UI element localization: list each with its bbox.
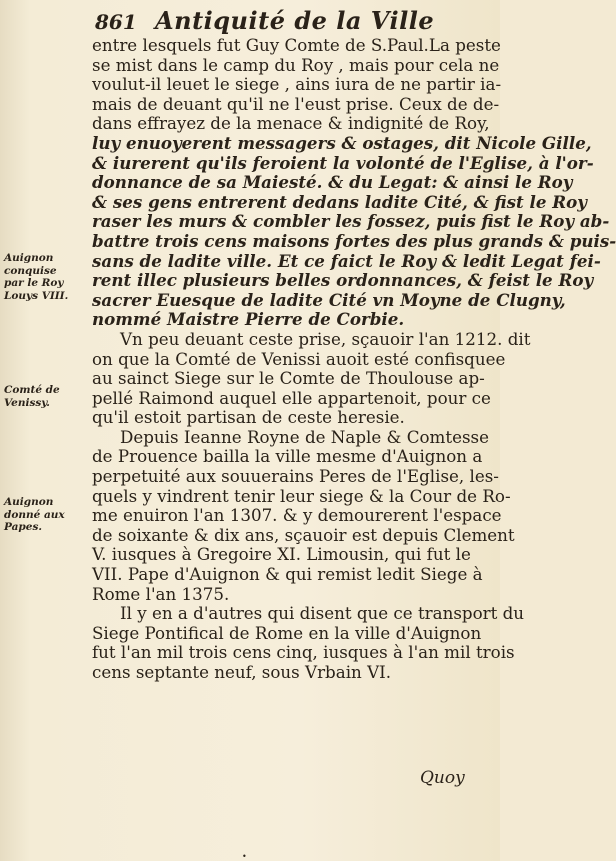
margin-note-line: conquise xyxy=(4,264,57,277)
text-line: voulut-il leuet le siege , ains iura de ne partir ia- xyxy=(92,74,502,95)
catchword: Quoy xyxy=(420,768,465,788)
quoted-line: nommé Maistre Pierre de Corbie. xyxy=(92,309,405,330)
text-line: entre lesquels fut Guy Comte de S.Paul.La peste xyxy=(92,35,501,55)
margin-note xyxy=(4,384,92,409)
text-line: qu'il estoit partisan de ceste heresie. xyxy=(92,407,405,428)
text-line: on que la Comté de Venissi auoit esté confisquee xyxy=(92,348,506,369)
quoted-line: & ses gens entrerent dedans ladite Cité, & fist le Roy xyxy=(92,191,587,212)
text-line: de Prouence bailla la ville mesme d'Auignon a xyxy=(92,446,483,467)
text-line: VII. Pape d'Auignon & qui remist ledit Siege à xyxy=(92,564,483,585)
text-line: fut l'an mil trois cens cinq, iusques à l'an mil trois xyxy=(92,642,515,663)
margin-note-line: Auignon xyxy=(4,496,54,508)
margin-note-line: Comté de xyxy=(4,384,60,396)
body-text xyxy=(92,35,616,683)
margin-note-line: Louys VIII. xyxy=(4,289,69,302)
margin-note-line: Venissy. xyxy=(4,396,50,409)
text-line: Il y en a d'autres qui disent que ce transport du xyxy=(120,603,525,624)
text-line: au sainct Siege sur le Comte de Thoulouse ap- xyxy=(92,368,485,389)
quoted-line: battre trois cens maisons fortes des plus grands & puis- xyxy=(92,230,616,251)
text-line: V. iusques à Gregoire XI. Limousin, qui fut le xyxy=(92,544,471,565)
page-header xyxy=(95,6,475,36)
text-line: Depuis Ieanne Royne de Naple & Comtesse xyxy=(120,426,489,447)
text-line: me enuiron l'an 1307. & y demourerent l'espace xyxy=(92,505,502,526)
margin-note-line: Papes. xyxy=(4,521,43,533)
running-title: Antiquité de la Ville xyxy=(155,6,435,35)
margin-note xyxy=(4,252,92,302)
margin-note xyxy=(4,496,92,534)
text-line: mais de deuant qu'il ne l'eust prise. Ceux de de- xyxy=(92,93,500,114)
quoted-line: sacrer Euesque de ladite Cité vn Moyne de Clugny, xyxy=(92,289,566,310)
quoted-line: sans de ladite ville. Et ce faict le Roy & ledit Legat fei- xyxy=(92,250,601,271)
text-line: pellé Raimond auquel elle appartenoit, pour ce xyxy=(92,387,491,408)
text-line: perpetuité aux souuerains Peres de l'Eglise, les- xyxy=(92,466,499,487)
text-line: dans effrayez de la menace & indignité de Roy, xyxy=(92,113,490,134)
page-number: 861 xyxy=(95,10,137,34)
quoted-line: luy enuoyerent messagers & ostages, dit Nicole Gille, xyxy=(92,132,592,153)
quoted-line: rent illec plusieurs belles ordonnances, & feist le Roy xyxy=(92,270,594,291)
text-line: se mist dans le camp du Roy , mais pour cela ne xyxy=(92,54,500,75)
text-line: Vn peu deuant ceste prise, sçauoir l'an 1212. dit xyxy=(120,328,531,349)
footer-mark: • xyxy=(242,852,247,861)
text-line: cens septante neuf, sous Vrbain VI. xyxy=(92,662,392,682)
quoted-line: donnance de sa Maiesté. & du Legat: & ainsi le Roy xyxy=(92,172,573,193)
quoted-line: & iurerent qu'ils feroient la volonté de l'Eglise, à l'or- xyxy=(92,152,594,173)
quoted-line: raser les murs & combler les fossez, puis fist le Roy ab- xyxy=(92,211,610,232)
text-line: de soixante & dix ans, sçauoir est depuis Clement xyxy=(92,524,515,545)
margin-note-line: par le Roy xyxy=(4,277,64,289)
margin-note-line: Auignon xyxy=(4,252,54,264)
text-line: quels y vindrent tenir leur siege & la Cour de Ro- xyxy=(92,485,511,506)
text-line: Siege Pontifical de Rome en la ville d'Auignon xyxy=(92,622,482,643)
text-line: Rome l'an 1375. xyxy=(92,583,230,604)
margin-note-line: donné aux xyxy=(4,508,65,521)
